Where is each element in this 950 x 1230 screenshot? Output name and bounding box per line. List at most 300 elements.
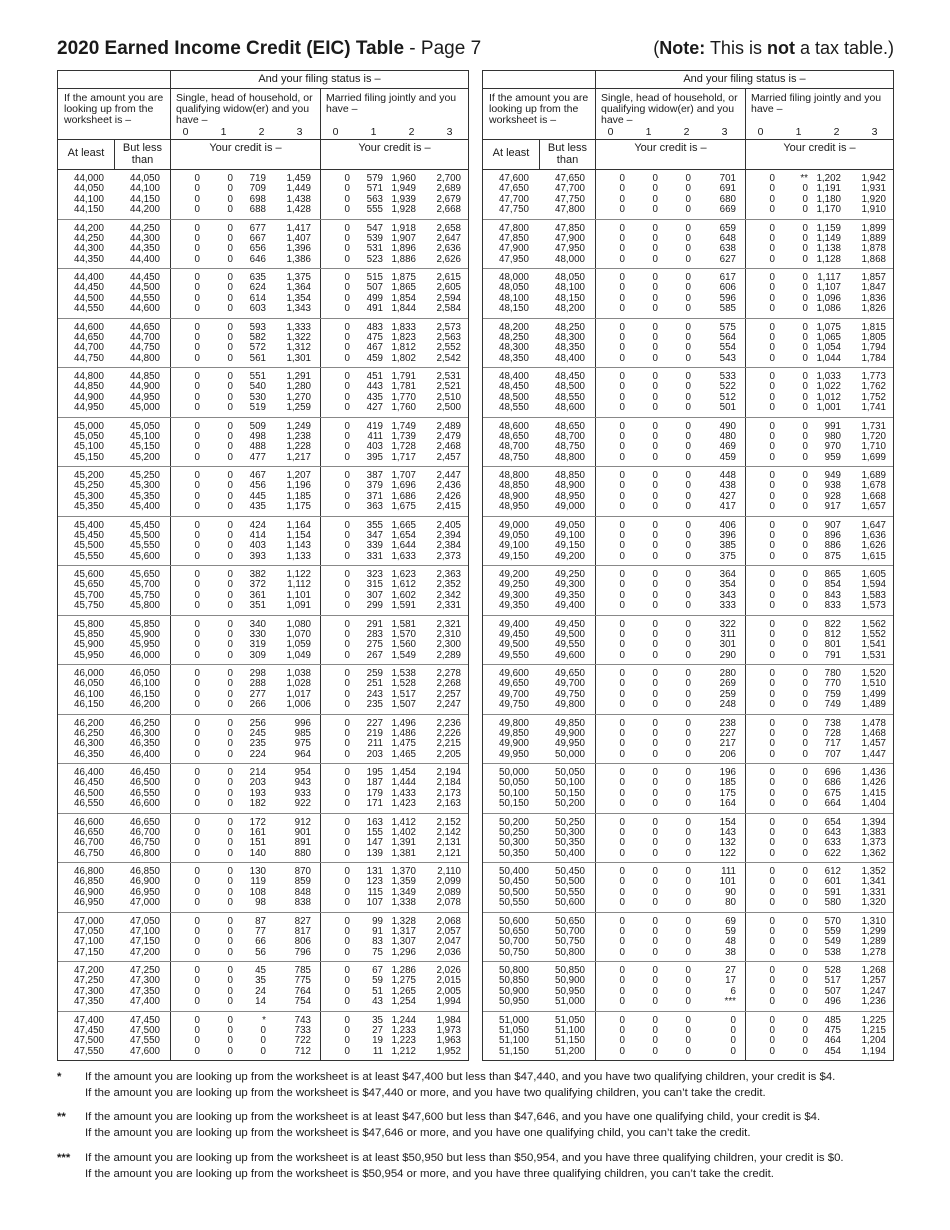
table-cell: 2,205: [436, 748, 461, 760]
table-cell: 0: [344, 193, 350, 205]
table-cell: 547: [366, 222, 383, 234]
table-cell: 0: [685, 391, 691, 403]
table-cell: 480: [719, 430, 736, 442]
table-cell: 1,107: [816, 282, 841, 294]
table-cell: 0: [619, 748, 625, 760]
header-row: [58, 71, 468, 89]
table-cell: 0: [227, 767, 233, 778]
table-cell: 46,100: [74, 688, 104, 700]
table-row: [483, 898, 893, 909]
table-cell: 0: [769, 579, 775, 591]
table-cell: 0: [194, 600, 200, 612]
credit-header: Your credit is –: [320, 140, 468, 169]
table-cell: 179: [366, 787, 383, 799]
table-cell: 49,350: [499, 600, 529, 612]
table-cell: 50,800: [555, 946, 585, 958]
table-cell: 0: [619, 965, 625, 976]
table-cell: 0: [194, 501, 200, 513]
table-cell: 0: [685, 470, 691, 481]
table-cell: 46,000: [130, 649, 160, 661]
table-cell: 2,552: [436, 342, 461, 354]
table-cell: 0: [194, 470, 200, 481]
table-cell: 0: [344, 292, 350, 304]
table-cell: 50,600: [499, 915, 529, 927]
table-cell: 654: [824, 816, 841, 828]
table-cell: 1,573: [861, 600, 886, 612]
table-cell: 35: [255, 975, 266, 987]
table-cell: 0: [619, 519, 625, 531]
table-cell: 0: [619, 767, 625, 778]
table-cell: 45,150: [74, 451, 104, 463]
table-cell: 522: [719, 381, 736, 393]
table-cell: 0: [652, 1014, 658, 1026]
table-cell: 539: [366, 232, 383, 244]
table-cell: 50,600: [555, 897, 585, 909]
table-cell: 0: [802, 996, 808, 1008]
table-cell: 0: [344, 451, 350, 463]
table-cell: 0: [685, 303, 691, 315]
table-cell: 0: [619, 204, 625, 216]
table-cell: 1,454: [391, 767, 416, 778]
table-cell: 0: [802, 381, 808, 393]
table-cell: 2,321: [436, 618, 461, 630]
table-cell: 49,800: [555, 699, 585, 711]
table-cell: 0: [802, 331, 808, 343]
table-cell: 1,963: [436, 1035, 461, 1047]
table-cell: 319: [249, 639, 266, 651]
table-cell: 2,510: [436, 391, 461, 403]
table-cell: 0: [802, 639, 808, 651]
table-cell: 0: [227, 777, 233, 789]
table-cell: 451: [366, 371, 383, 382]
table-cell: 0: [685, 451, 691, 463]
table-cell: 45,750: [74, 600, 104, 612]
table-cell: 49,050: [555, 519, 585, 531]
table-cell: 0: [227, 470, 233, 481]
table-cell: 2,594: [436, 292, 461, 304]
table-cell: 49,900: [499, 738, 529, 750]
table-cell: 0: [619, 451, 625, 463]
table-cell: 1,375: [286, 272, 311, 283]
table-cell: 435: [249, 501, 266, 513]
header-row: [483, 89, 893, 140]
table-cell: 0: [802, 649, 808, 661]
table-cell: 47,000: [74, 915, 104, 927]
table-cell: 0: [769, 232, 775, 244]
table-cell: 51,000: [555, 996, 585, 1008]
table-cell: 50,550: [499, 897, 529, 909]
table-row: [58, 849, 468, 860]
table-cell: 0: [730, 1024, 736, 1036]
table-cell: 45,400: [74, 519, 104, 531]
lookup-header: If the amount you are looking up from the worksheet is –: [64, 92, 164, 127]
table-cell: 2,036: [436, 946, 461, 958]
table-cell: 1,612: [391, 579, 416, 591]
table-cell: 1,931: [861, 183, 886, 195]
table-cell: 0: [685, 579, 691, 591]
table-cell: 0: [194, 342, 200, 354]
table-cell: 45,650: [130, 569, 160, 580]
table-cell: 131: [366, 866, 383, 877]
table-cell: 0: [769, 589, 775, 601]
table-cell: 0: [769, 798, 775, 810]
table-cell: 50,000: [499, 767, 529, 778]
table-cell: 46,250: [130, 717, 160, 729]
table-cell: 203: [249, 777, 266, 789]
table-cell: 0: [194, 232, 200, 244]
table-cell: 48,200: [555, 303, 585, 315]
table-cell: 0: [227, 381, 233, 393]
table-cell: 0: [769, 352, 775, 364]
table-cell: 938: [824, 480, 841, 492]
table-cell: 0: [227, 292, 233, 304]
table-cell: 2,068: [436, 915, 461, 927]
table-cell: 0: [619, 550, 625, 562]
table-row: [483, 948, 893, 959]
table-cell: 1,133: [286, 550, 311, 562]
table-cell: 1,112: [287, 579, 311, 591]
children-count: 0: [607, 126, 614, 138]
table-cell: 1,175: [286, 501, 311, 513]
table-cell: 0: [260, 1024, 266, 1036]
table-cell: 0: [769, 569, 775, 580]
table-cell: 45,200: [74, 470, 104, 481]
table-cell: 0: [227, 600, 233, 612]
table-cell: 1,739: [391, 430, 416, 442]
table-cell: 1,478: [861, 717, 886, 729]
table-cell: 193: [249, 787, 266, 799]
row-group: [483, 665, 893, 715]
table-cell: 1,017: [286, 688, 311, 700]
footnote-line: If the amount you are looking up from the worksheet is $50,954 or more, and you have three qualifying children, you can’t take the credit.: [85, 1167, 774, 1180]
children-count: 3: [721, 126, 728, 138]
table-cell: 45,500: [74, 540, 104, 552]
table-cell: 627: [719, 253, 736, 265]
table-cell: 0: [685, 639, 691, 651]
table-cell: 1,538: [391, 668, 416, 679]
table-cell: 0: [227, 589, 233, 601]
table-cell: 1,878: [861, 243, 886, 255]
table-cell: 0: [685, 688, 691, 700]
table-cell: 554: [719, 342, 736, 354]
table-cell: 1,812: [391, 342, 416, 354]
table-cell: 0: [652, 886, 658, 898]
table-cell: 50,300: [555, 826, 585, 838]
table-cell: 50,900: [499, 985, 529, 997]
table-cell: 47,650: [555, 173, 585, 184]
table-cell: 1,781: [391, 381, 416, 393]
table-cell: 0: [802, 777, 808, 789]
table-cell: 0: [652, 529, 658, 541]
table-cell: 1,994: [436, 996, 461, 1008]
table-cell: 48,400: [555, 352, 585, 364]
table-cell: 533: [719, 371, 736, 382]
table-cell: 48: [725, 936, 736, 948]
table-cell: 49,500: [499, 639, 529, 651]
table-row: [58, 255, 468, 266]
table-cell: 283: [366, 628, 383, 640]
table-cell: 0: [227, 787, 233, 799]
table-cell: 0: [652, 925, 658, 937]
table-cell: 0: [685, 866, 691, 877]
table-cell: 540: [249, 381, 266, 393]
table-cell: 49,050: [499, 529, 529, 541]
table-cell: 48,850: [555, 470, 585, 481]
table-cell: 1,960: [391, 173, 416, 184]
table-cell: 848: [294, 886, 311, 898]
table-cell: 0: [227, 183, 233, 195]
row-group: [58, 616, 468, 666]
table-cell: 91: [372, 925, 383, 937]
table-cell: 0: [194, 352, 200, 364]
table-cell: 0: [769, 618, 775, 630]
table-cell: 0: [769, 420, 775, 432]
table-cell: 985: [294, 727, 311, 739]
table-cell: 1,447: [861, 748, 886, 760]
table-cell: 1,717: [391, 451, 416, 463]
table-cell: 0: [227, 837, 233, 849]
table-cell: 759: [824, 688, 841, 700]
table-cell: 1,164: [286, 519, 311, 531]
table-cell: 0: [227, 915, 233, 927]
table-cell: 139: [366, 847, 383, 859]
table-cell: 0: [344, 391, 350, 403]
table-cell: 2,110: [437, 866, 461, 877]
table-cell: 0: [194, 519, 200, 531]
table-cell: 0: [685, 837, 691, 849]
table-cell: 907: [824, 519, 841, 531]
table-cell: 0: [652, 1045, 658, 1057]
single-header: [595, 89, 746, 139]
table-cell: 0: [194, 579, 200, 591]
table-cell: 2,331: [436, 600, 461, 612]
table-cell: 44,800: [74, 371, 104, 382]
table-cell: 585: [719, 303, 736, 315]
table-cell: 0: [344, 550, 350, 562]
table-cell: 44,750: [130, 342, 160, 354]
table-cell: 0: [685, 183, 691, 195]
table-cell: 46,200: [130, 699, 160, 711]
table-cell: 0: [769, 826, 775, 838]
table-cell: 0: [685, 798, 691, 810]
table-cell: 0: [194, 975, 200, 987]
table-cell: 0: [194, 876, 200, 888]
table-cell: 372: [249, 579, 266, 591]
table-cell: 49,400: [499, 618, 529, 630]
table-cell: 0: [769, 727, 775, 739]
table-cell: 2,215: [436, 738, 461, 750]
table-cell: 50,400: [499, 866, 529, 877]
table-row: [483, 453, 893, 464]
table-cell: 2,289: [436, 649, 461, 661]
table-cell: 45,500: [130, 529, 160, 541]
table-cell: 2,099: [436, 876, 461, 888]
table-cell: 0: [769, 282, 775, 294]
table-cell: 333: [719, 600, 736, 612]
table-cell: 0: [194, 1024, 200, 1036]
table-cell: 0: [730, 1014, 736, 1026]
table-cell: 0: [227, 569, 233, 580]
table-cell: 1,341: [861, 876, 886, 888]
table-cell: 154: [719, 816, 736, 828]
table-cell: 1,591: [391, 600, 416, 612]
table-cell: 0: [685, 569, 691, 580]
footnote-3: [57, 1151, 922, 1182]
table-cell: 49,250: [499, 579, 529, 591]
table-cell: 0: [802, 569, 808, 580]
children-count: 1: [220, 126, 227, 138]
table-cell: 0: [652, 866, 658, 877]
table-cell: 0: [344, 243, 350, 255]
table-cell: 1,973: [436, 1024, 461, 1036]
table-cell: 891: [294, 837, 311, 849]
table-cell: 0: [194, 996, 200, 1008]
table-cell: 49,650: [499, 678, 529, 690]
note-open: (: [653, 38, 660, 58]
table-cell: 1,185: [286, 490, 311, 502]
table-cell: 0: [227, 391, 233, 403]
table-cell: 1,699: [861, 451, 886, 463]
table-cell: 0: [227, 371, 233, 382]
table-cell: 46,150: [130, 688, 160, 700]
table-cell: 2,668: [436, 204, 461, 216]
table-cell: 1,012: [816, 391, 841, 403]
table-cell: 291: [366, 618, 383, 630]
table-cell: 0: [652, 748, 658, 760]
children-count: 2: [408, 126, 415, 138]
table-cell: 211: [367, 738, 383, 750]
table-cell: 0: [344, 441, 350, 453]
table-row: [483, 1047, 893, 1058]
children-count: 1: [645, 126, 652, 138]
table-cell: 696: [824, 767, 841, 778]
row-group: [483, 814, 893, 864]
table-cell: 0: [652, 996, 658, 1008]
table-cell: 331: [366, 550, 383, 562]
table-cell: 0: [652, 678, 658, 690]
table-cell: 0: [619, 1014, 625, 1026]
table-cell: 0: [802, 391, 808, 403]
table-cell: 0: [227, 975, 233, 987]
table-cell: 0: [652, 321, 658, 333]
table-cell: 507: [824, 985, 841, 997]
table-cell: 45,100: [130, 430, 160, 442]
table-cell: 0: [802, 699, 808, 711]
table-cell: 49,900: [555, 727, 585, 739]
table-cell: 0: [652, 451, 658, 463]
table-cell: 0: [685, 589, 691, 601]
table-cell: 1,583: [861, 589, 886, 601]
table-cell: 0: [619, 717, 625, 729]
table-cell: 0: [685, 204, 691, 216]
table-cell: 385: [719, 540, 736, 552]
table-cell: 1,307: [391, 936, 416, 948]
table-cell: 0: [652, 639, 658, 651]
table-cell: 0: [619, 253, 625, 265]
table-cell: 1,054: [816, 342, 841, 354]
table-cell: 48,350: [555, 342, 585, 354]
table-cell: 0: [194, 331, 200, 343]
table-cell: 886: [824, 540, 841, 552]
table-cell: 0: [652, 381, 658, 393]
table-cell: 414: [249, 529, 266, 541]
table-cell: 59: [372, 975, 383, 987]
table-cell: 0: [194, 699, 200, 711]
table-cell: 1,833: [391, 321, 416, 333]
table-cell: 44,700: [130, 331, 160, 343]
table-cell: 0: [685, 600, 691, 612]
table-cell: 1,438: [286, 193, 311, 205]
table-cell: 0: [344, 222, 350, 234]
table-cell: 50,050: [555, 767, 585, 778]
table-cell: 0: [619, 777, 625, 789]
table-cell: 0: [685, 996, 691, 1008]
table-cell: 0: [344, 618, 350, 630]
table-cell: 0: [194, 816, 200, 828]
table-cell: 488: [249, 441, 266, 453]
table-cell: 0: [802, 748, 808, 760]
table-cell: 1,191: [816, 183, 841, 195]
table-cell: 0: [685, 1024, 691, 1036]
table-cell: 467: [249, 470, 266, 481]
table-cell: 0: [685, 965, 691, 976]
table-cell: 47,900: [555, 232, 585, 244]
table-cell: 46,100: [130, 678, 160, 690]
table-cell: 47,950: [499, 253, 529, 265]
table-cell: 928: [824, 490, 841, 502]
row-group: [483, 1012, 893, 1061]
table-cell: 0: [769, 193, 775, 205]
single-desc: Single, head of household, or qualifying widow(er) and you have –: [601, 92, 738, 127]
table-cell: 1,278: [861, 946, 886, 958]
table-cell: 1,247: [861, 985, 886, 997]
table-cell: 1,489: [861, 699, 886, 711]
table-cell: 48,300: [555, 331, 585, 343]
table-cell: 19: [372, 1035, 383, 1047]
children-count-row: [321, 127, 468, 137]
table-cell: 0: [802, 787, 808, 799]
table-cell: 0: [652, 352, 658, 364]
table-cell: 1,907: [391, 232, 416, 244]
table-cell: 0: [344, 866, 350, 877]
table-cell: 363: [366, 501, 383, 513]
table-cell: 0: [227, 618, 233, 630]
table-cell: 403: [249, 540, 266, 552]
table-cell: 46,350: [74, 748, 104, 760]
table-cell: 1,762: [861, 381, 886, 393]
table-cell: 1,202: [816, 173, 841, 184]
table-cell: 1,728: [391, 441, 416, 453]
table-cell: 0: [769, 678, 775, 690]
table-cell: 1,204: [861, 1035, 886, 1047]
table-cell: 0: [652, 628, 658, 640]
table-cell: 496: [824, 996, 841, 1008]
table-cell: 0: [652, 798, 658, 810]
table-cell: 0: [769, 649, 775, 661]
table-cell: 0: [769, 540, 775, 552]
table-cell: 2,457: [436, 451, 461, 463]
table-cell: 45,750: [130, 589, 160, 601]
table-cell: 50,750: [499, 946, 529, 958]
table-cell: 47,350: [130, 985, 160, 997]
footnote-line: If the amount you are looking up from the worksheet is at least $47,600 but less than $47,646, and you have one qualifying child, your credit is $4.: [85, 1111, 821, 1124]
table-cell: 45,600: [130, 550, 160, 562]
table-cell: 50,500: [555, 876, 585, 888]
table-cell: 0: [344, 1045, 350, 1057]
table-cell: 991: [824, 420, 841, 432]
row-group: [483, 913, 893, 963]
table-cell: 754: [294, 996, 311, 1008]
